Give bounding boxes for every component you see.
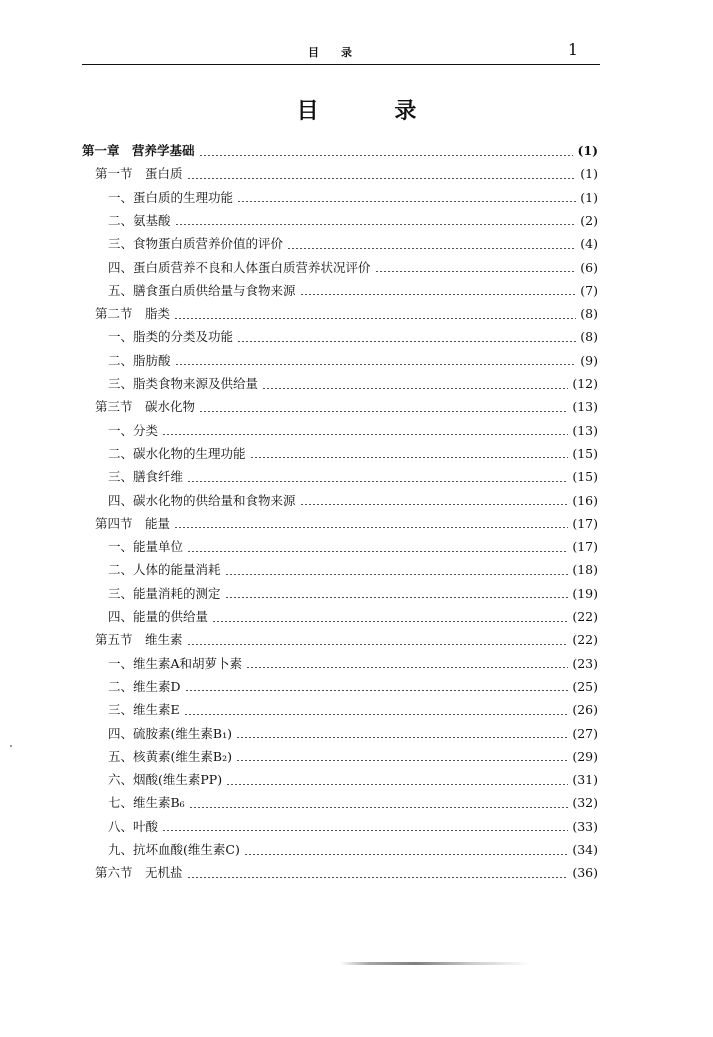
toc-entry-item[interactable] xyxy=(108,839,598,861)
toc-entry-label: 一、分类 xyxy=(108,422,159,438)
toc-entry-item[interactable] xyxy=(108,559,598,581)
dot-leader xyxy=(300,294,577,295)
toc-entry-page: (32) xyxy=(572,795,598,811)
toc-entry-page: (22) xyxy=(572,609,598,624)
toc-entry-label: 二、人体的能量消耗 xyxy=(108,562,221,578)
toc-entry-item[interactable] xyxy=(108,723,598,745)
toc-entry-page: (15) xyxy=(572,469,598,485)
dot-leader xyxy=(212,621,568,622)
toc-entry-page: (29) xyxy=(572,748,598,764)
dot-leader xyxy=(300,504,569,505)
toc-entry-item[interactable] xyxy=(108,792,598,814)
toc-entry-item[interactable] xyxy=(108,816,598,838)
toc-entry-label: 四、硫胺素(维生素B₁) xyxy=(108,725,232,741)
toc-entry-page: (17) xyxy=(572,539,598,555)
toc-entry-page: (8) xyxy=(580,306,598,322)
running-head-title: 目录 xyxy=(308,46,374,59)
toc-entry-label: 五、膳食蛋白质供给量与食物来源 xyxy=(108,282,296,298)
toc-entry-item[interactable] xyxy=(108,653,598,675)
toc-entry-label: 七、维生素B₆ xyxy=(108,795,185,811)
toc-entry-item[interactable] xyxy=(108,490,598,512)
toc-entry-label: 一、维生素A和胡萝卜素 xyxy=(108,655,243,671)
dot-leader xyxy=(236,760,568,761)
toc-entry-page: (2) xyxy=(580,212,598,228)
toc-entry-label: 五、核黄素(维生素B₂) xyxy=(108,748,232,764)
dot-leader xyxy=(199,155,574,156)
toc-entry-item[interactable] xyxy=(108,233,598,255)
toc-entry-section[interactable] xyxy=(95,513,598,535)
dot-leader xyxy=(175,224,577,225)
toc-entry-label: 四、蛋白质营养不良和人体蛋白质营养状况评价 xyxy=(108,259,371,275)
toc-entry-item[interactable] xyxy=(108,373,598,395)
toc-entry-label: 八、叶酸 xyxy=(108,818,159,834)
toc-entry-page: (22) xyxy=(572,632,598,648)
toc-entry-item[interactable] xyxy=(108,187,598,209)
toc-entry-page: (15) xyxy=(572,445,598,461)
toc-entry-page: (1) xyxy=(577,143,598,158)
toc-entry-item[interactable] xyxy=(108,350,598,372)
toc-entry-page: (16) xyxy=(572,492,598,508)
toc-entry-page: (1) xyxy=(580,166,598,182)
page-number: 1 xyxy=(567,40,578,59)
dot-leader xyxy=(225,597,569,598)
toc-entry-item[interactable] xyxy=(108,746,598,768)
toc-entry-label: 第五节 维生素 xyxy=(95,632,183,648)
dot-leader xyxy=(187,877,569,878)
toc-entry-item[interactable] xyxy=(108,676,598,698)
toc-entry-page: (25) xyxy=(572,678,598,694)
toc-entry-page: (1) xyxy=(580,189,598,205)
toc-entry-section[interactable] xyxy=(95,396,598,418)
dot-leader xyxy=(174,318,576,319)
toc-entry-item[interactable] xyxy=(108,210,598,232)
dot-leader xyxy=(226,784,568,785)
scan-smudge xyxy=(340,962,530,965)
dot-leader xyxy=(187,178,577,179)
toc-entry-item[interactable] xyxy=(108,466,598,488)
dot-leader xyxy=(246,667,568,668)
toc-entry-item[interactable] xyxy=(108,583,598,605)
toc-entry-label: 一、能量单位 xyxy=(108,539,184,555)
toc-entry-page: (12) xyxy=(572,376,598,391)
dot-leader xyxy=(287,248,576,249)
toc-entry-label: 二、维生素D xyxy=(108,678,181,694)
toc-entry-page: (34) xyxy=(572,842,598,857)
toc-entry-label: 一、蛋白质的生理功能 xyxy=(108,189,234,205)
dot-leader xyxy=(375,271,577,272)
dot-leader xyxy=(187,481,568,482)
dot-leader xyxy=(185,690,569,691)
toc-entry-label: 三、维生素E xyxy=(108,702,180,718)
toc-entry-label: 一、脂类的分类及功能 xyxy=(108,329,234,345)
dot-leader xyxy=(187,551,568,552)
toc-entry-page: (33) xyxy=(572,818,598,834)
dot-leader xyxy=(174,527,568,528)
dot-leader xyxy=(225,574,569,575)
toc-entry-page: (13) xyxy=(572,422,598,438)
dot-leader xyxy=(250,457,569,458)
dot-leader xyxy=(237,201,576,202)
toc-entry-page: (23) xyxy=(572,655,598,671)
toc-entry-item[interactable] xyxy=(108,769,598,791)
header-rule xyxy=(82,64,600,65)
dot-leader xyxy=(162,830,568,831)
toc-entry-page: (36) xyxy=(572,865,598,881)
toc-entry-section[interactable] xyxy=(95,303,598,325)
toc-entry-label: 二、脂肪酸 xyxy=(108,352,171,368)
toc-entry-label: 三、膳食纤维 xyxy=(108,469,184,485)
toc-entry-label: 第六节 无机盐 xyxy=(95,865,183,881)
toc-entry-page: (8) xyxy=(580,329,598,345)
toc-entry-page: (6) xyxy=(580,259,598,275)
toc-entry-label: 三、食物蛋白质营养价值的评价 xyxy=(108,236,284,252)
dot-leader xyxy=(244,854,569,855)
toc-entry-page: (13) xyxy=(572,399,598,415)
toc-entry-label: 二、氨基酸 xyxy=(108,212,171,228)
toc-entry-label: 四、能量的供给量 xyxy=(108,609,209,624)
toc-entry-label: 第三节 碳水化物 xyxy=(95,399,196,415)
toc-entry-item[interactable] xyxy=(108,536,598,558)
toc-entry-label: 六、烟酸(维生素PP) xyxy=(108,772,223,788)
dot-leader xyxy=(162,434,568,435)
toc-entry-label: 二、碳水化物的生理功能 xyxy=(108,445,246,461)
toc-entry-label: 三、脂类食物来源及供给量 xyxy=(108,376,259,391)
toc-entry-page: (9) xyxy=(580,352,598,368)
toc-entry-item[interactable] xyxy=(108,420,598,442)
toc-entry-page: (26) xyxy=(572,702,598,718)
toc-entry-page: (7) xyxy=(580,282,598,298)
toc-entry-page: (27) xyxy=(572,725,598,741)
toc-entry-label: 第二节 脂类 xyxy=(95,306,171,322)
dot-leader xyxy=(237,341,576,342)
page-title: 目 录 xyxy=(296,98,451,124)
dot-leader xyxy=(184,714,569,715)
toc-entry-label: 九、抗坏血酸(维生素C) xyxy=(108,842,240,857)
dot-leader xyxy=(262,388,568,389)
dot-leader xyxy=(175,364,577,365)
toc-entry-item[interactable] xyxy=(108,326,598,348)
toc-entry-label: 三、能量消耗的测定 xyxy=(108,585,221,601)
running-head xyxy=(82,40,600,64)
scan-speck xyxy=(10,745,12,747)
toc-entry-page: (17) xyxy=(572,515,598,531)
dot-leader xyxy=(189,807,569,808)
toc-entry-item[interactable] xyxy=(108,257,598,279)
toc-entry-page: (18) xyxy=(572,562,598,578)
toc-entry-item[interactable] xyxy=(108,699,598,721)
toc-entry-label: 第四节 能量 xyxy=(95,515,171,531)
toc-entry-item[interactable] xyxy=(108,443,598,465)
toc-entry-chapter[interactable] xyxy=(82,140,598,162)
toc-entry-label: 第一节 蛋白质 xyxy=(95,166,183,182)
toc-entry-item[interactable] xyxy=(108,280,598,302)
dot-leader xyxy=(236,737,568,738)
toc-entry-page: (19) xyxy=(572,585,598,601)
toc-entry-section[interactable] xyxy=(95,862,598,884)
toc-entry-section[interactable] xyxy=(95,163,598,185)
dot-leader xyxy=(199,411,568,412)
toc-entry-section[interactable] xyxy=(95,629,598,651)
toc-entry-item[interactable] xyxy=(108,606,598,628)
toc-entry-label: 四、碳水化物的供给量和食物来源 xyxy=(108,492,296,508)
toc-entry-label: 第一章 营养学基础 xyxy=(82,143,195,158)
toc-entry-page: (4) xyxy=(580,236,598,252)
dot-leader xyxy=(187,644,569,645)
toc-entry-page: (31) xyxy=(572,772,598,788)
